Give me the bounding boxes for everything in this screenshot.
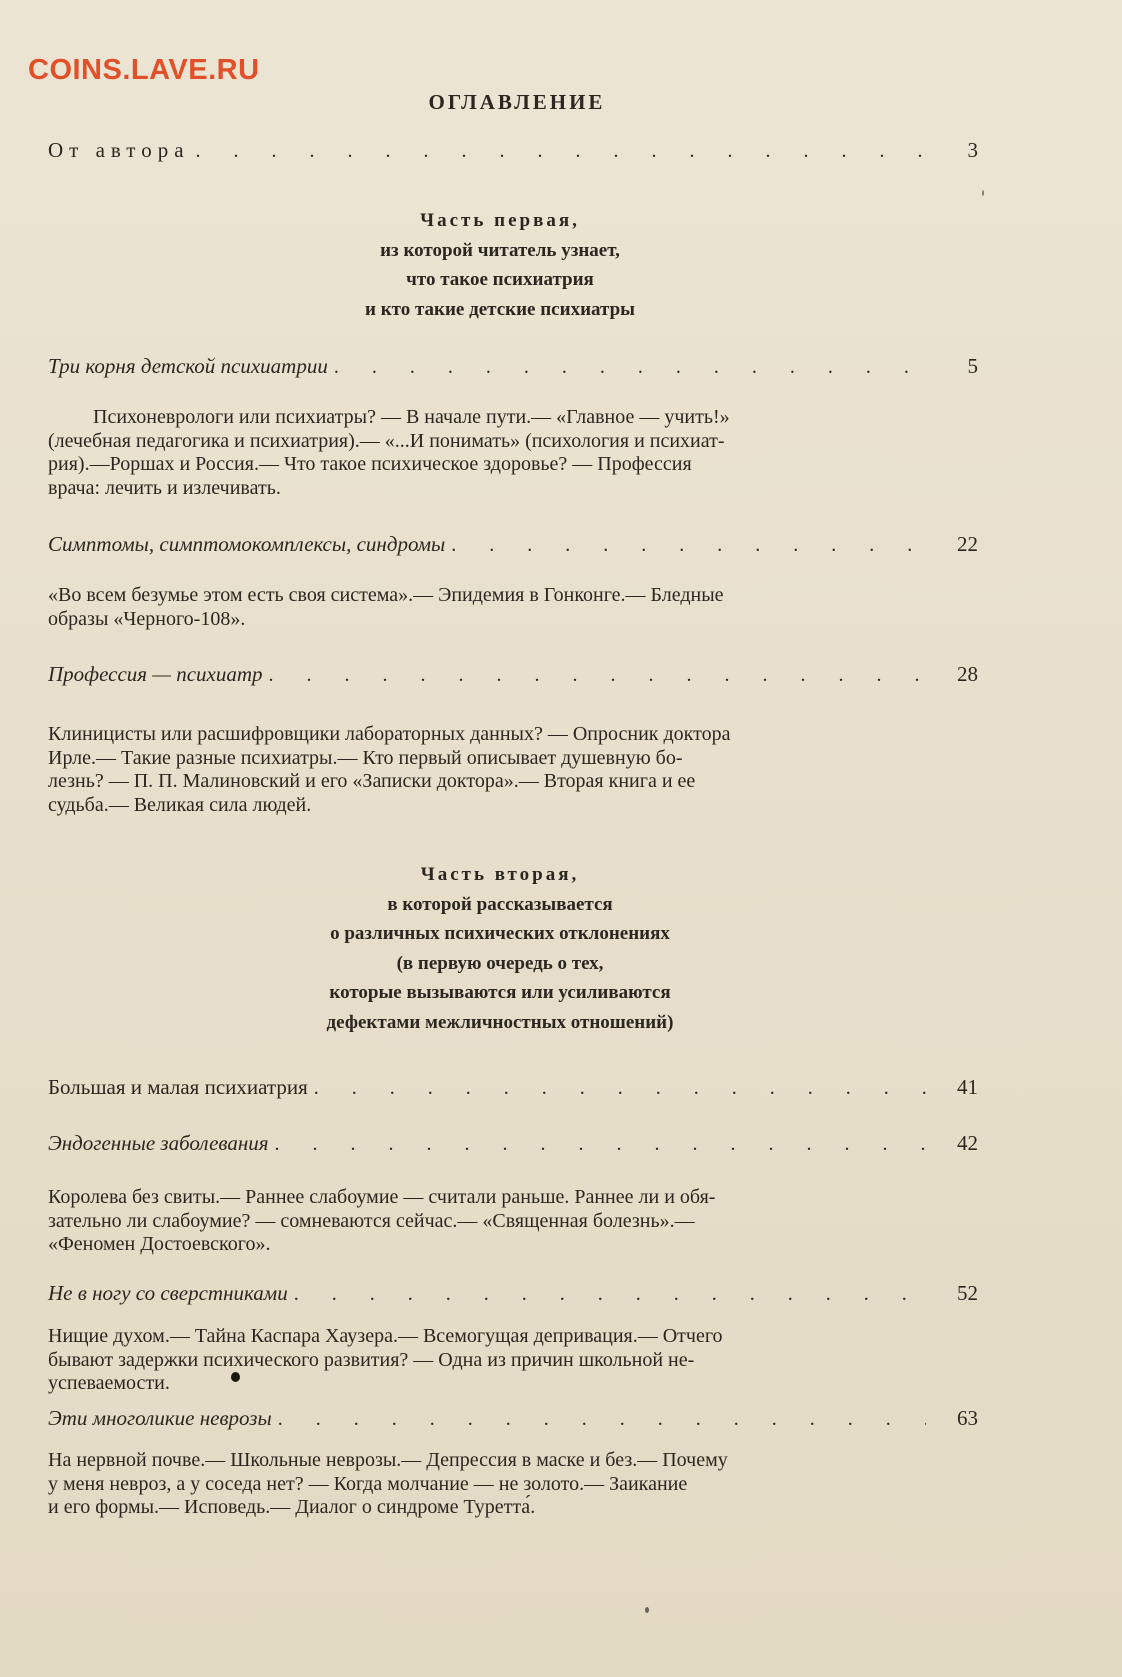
part-two-header bbox=[0, 860, 1000, 1037]
description-line: врача: лечить и излечивать. bbox=[48, 476, 281, 499]
leader-dots bbox=[269, 664, 926, 687]
toc-page-number: 5 bbox=[967, 354, 978, 378]
leader-dots bbox=[294, 1283, 926, 1306]
description-line: «Феномен Достоевского». bbox=[48, 1233, 271, 1255]
chapter-description bbox=[48, 406, 910, 500]
description-line: и его формы.— Исповедь.— Диалог о синдроме Туретта́. bbox=[48, 1496, 536, 1518]
toc-entry-title: От автора bbox=[48, 138, 190, 162]
leader-dots bbox=[314, 1077, 926, 1100]
watermark: COINS.LAVE.RU bbox=[28, 54, 260, 86]
part-subtitle-line: в которой рассказывается bbox=[387, 893, 613, 915]
toc-entry-title: Эндогенные заболевания bbox=[48, 1131, 269, 1155]
description-line: На нервной почве.— Школьные неврозы.— Депрессия в маске и без.— Почему bbox=[48, 1449, 728, 1471]
description-line: Клиницисты или расшифровщики лабораторных данных? — Опросник доктора bbox=[48, 723, 731, 745]
description-line: рия).—Роршах и Россия.— Что такое психическое здоровье? — Профессия bbox=[48, 453, 692, 475]
chapter-description bbox=[48, 1449, 910, 1520]
description-line: бывают задержки психического развития? — Одна из причин школьной не- bbox=[48, 1348, 695, 1371]
chapter-description bbox=[48, 723, 910, 817]
part-subtitle-line: и кто такие детские психиатры bbox=[365, 298, 635, 320]
part-one-header bbox=[0, 206, 1000, 324]
description-line: успеваемости. bbox=[48, 1372, 170, 1394]
ink-speck bbox=[982, 190, 984, 196]
chapter-description bbox=[48, 584, 910, 631]
toc-entry[interactable] bbox=[48, 662, 978, 692]
toc-entry[interactable] bbox=[48, 532, 978, 562]
toc-entry[interactable] bbox=[48, 1281, 978, 1311]
toc-entry[interactable] bbox=[48, 1406, 978, 1436]
toc-entry[interactable] bbox=[48, 1131, 978, 1161]
description-line: лезнь? — П. П. Малиновский и его «Записки доктора».— Вторая книга и ее bbox=[48, 770, 696, 792]
ink-speck bbox=[231, 1372, 240, 1382]
description-line: Ирле.— Такие разные психиатры.— Кто первый описывает душевную бо- bbox=[48, 746, 683, 769]
part-subtitle-line: о различных психических отклонениях bbox=[330, 923, 670, 944]
description-line: «Во всем безумье этом есть своя система».— Эпидемия в Гонконге.— Бледные bbox=[48, 584, 724, 606]
description-line: у меня невроз, а у соседа нет? — Когда молчание — не золото.— Заикание bbox=[48, 1472, 688, 1495]
toc-entry-title: Три корня детской психиатрии bbox=[48, 354, 328, 378]
part-subtitle-line: дефектами межличностных отношений) bbox=[326, 1011, 674, 1033]
toc-page-number: 41 bbox=[957, 1075, 978, 1099]
toc-entry-title: Профессия — психиатр bbox=[48, 662, 263, 686]
toc-page-number: 28 bbox=[957, 662, 978, 686]
leader-dots bbox=[275, 1133, 926, 1156]
leader-dots bbox=[196, 140, 926, 163]
toc-page-number: 63 bbox=[957, 1406, 978, 1430]
part-title: Часть первая, bbox=[420, 210, 580, 231]
toc-page-number: 42 bbox=[957, 1131, 978, 1155]
leader-dots bbox=[451, 534, 926, 557]
description-line: судьба.— Великая сила людей. bbox=[48, 793, 312, 816]
part-subtitle-line: что такое психиатрия bbox=[406, 269, 594, 290]
page-title: ОГЛАВЛЕНИЕ bbox=[428, 90, 606, 114]
ink-speck bbox=[645, 1607, 649, 1613]
part-subtitle-line: которые вызываются или усиливаются bbox=[329, 982, 671, 1003]
chapter-description bbox=[48, 1325, 910, 1396]
part-subtitle-line: (в первую очередь о тех, bbox=[396, 952, 604, 974]
toc-entry-title: Эти многоликие неврозы bbox=[48, 1406, 272, 1430]
toc-entry-title: Симптомы, симптомокомплексы, синдромы bbox=[48, 532, 446, 556]
toc-entry-title: Не в ногу со сверстниками bbox=[48, 1281, 288, 1305]
description-line: зательно ли слабоумие? — сомневаются сейчас.— «Священная болезнь».— bbox=[48, 1209, 695, 1232]
description-line: Королева без свиты.— Раннее слабоумие — считали раньше. Раннее ли и обя- bbox=[48, 1186, 716, 1208]
toc-page-number: 3 bbox=[967, 138, 978, 162]
description-line: Нищие духом.— Тайна Каспара Хаузера.— Всемогущая депривация.— Отчего bbox=[48, 1325, 723, 1347]
toc-entry[interactable] bbox=[48, 1075, 978, 1105]
chapter-description bbox=[48, 1186, 910, 1257]
description-line: Психоневрологи или психиатры? — В начале пути.— «Главное — учить!» bbox=[93, 406, 730, 428]
part-subtitle-line: из которой читатель узнает, bbox=[380, 239, 620, 261]
description-line: образы «Черного-108». bbox=[48, 607, 246, 630]
toc-page-number: 52 bbox=[957, 1281, 978, 1305]
description-line: (лечебная педагогика и психиатрия).— «...И понимать» (психология и психиат- bbox=[48, 429, 725, 452]
leader-dots bbox=[334, 356, 926, 379]
toc-entry-preface[interactable] bbox=[48, 138, 978, 168]
toc-entry[interactable] bbox=[48, 354, 978, 384]
toc-entry-title: Большая и малая психиатрия bbox=[48, 1075, 308, 1099]
leader-dots bbox=[278, 1408, 926, 1431]
toc-page-number: 22 bbox=[957, 532, 978, 556]
part-title: Часть вторая, bbox=[420, 864, 580, 885]
